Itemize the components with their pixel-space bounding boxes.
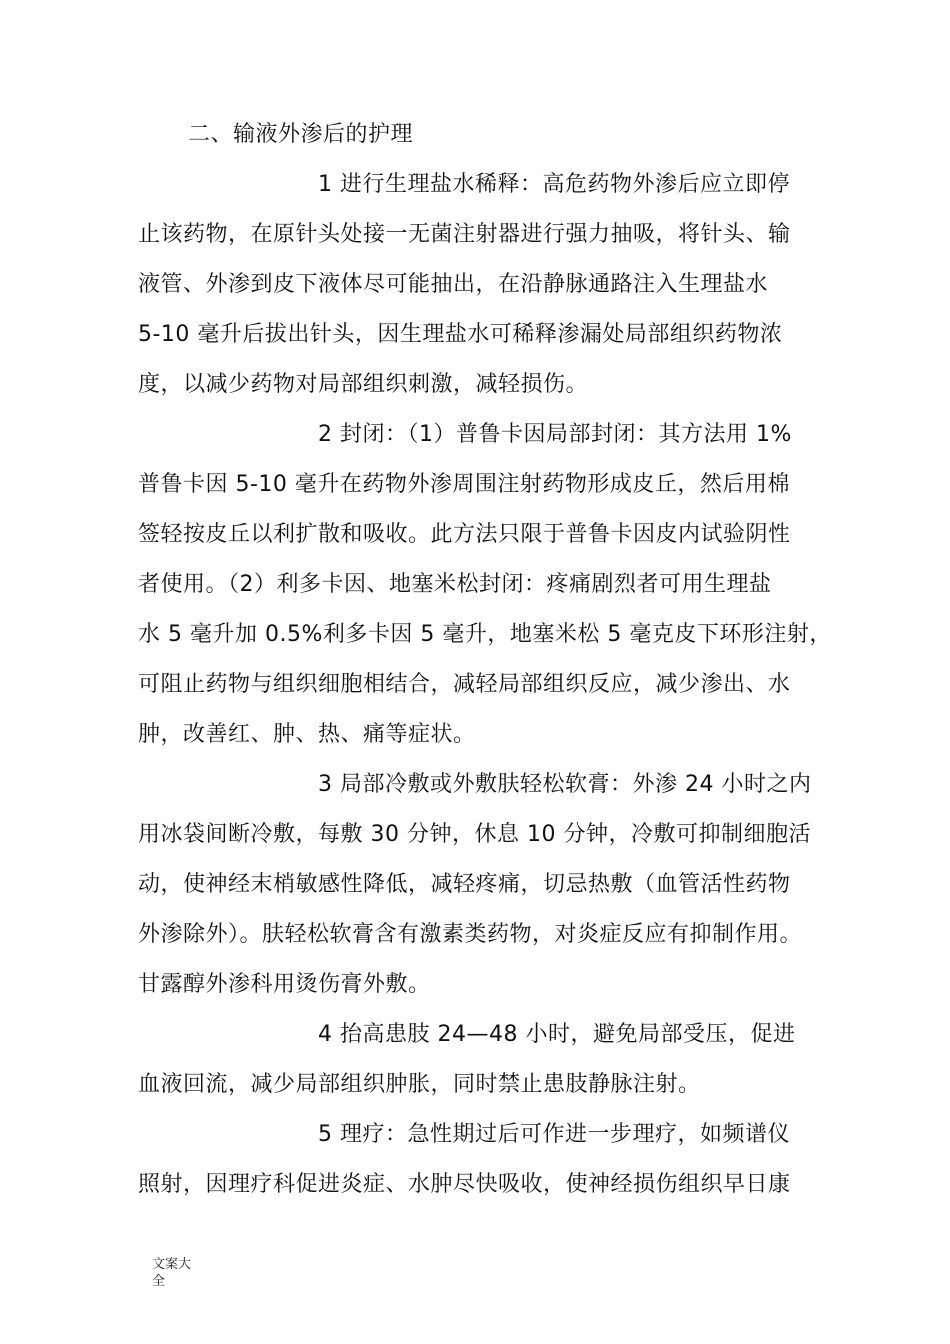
paragraph-line: 者使用。（2）利多卡因、地塞米松封闭：疼痛剧烈者可用生理盐	[138, 572, 772, 597]
paragraph-line: 可阻止药物与组织细胞相结合，减轻局部组织反应，减少渗出、水	[138, 672, 791, 697]
paragraph-line: 5 理疗：急性期过后可作进一步理疗，如频谱仪	[318, 1122, 790, 1147]
paragraph-line: 1 进行生理盐水稀释：高危药物外渗后应立即停	[318, 172, 790, 197]
paragraph-line: 2 封闭：（1）普鲁卡因局部封闭：其方法用 1%	[318, 422, 792, 447]
page-footer: 文案大全	[152, 1257, 192, 1289]
section-heading: 二、输液外渗后的护理	[188, 122, 414, 147]
paragraph-line: 用冰袋间断冷敷，每敷 30 分钟，休息 10 分钟，冷敷可抑制细胞活	[138, 822, 811, 847]
paragraph-line: 普鲁卡因 5-10 毫升在药物外渗周围注射药物形成皮丘，然后用棉	[138, 472, 790, 497]
paragraph-line: 外渗除外）。肤轻松软膏含有激素类药物，对炎症反应有抑制作用。	[138, 922, 803, 947]
paragraph-line: 血液回流，减少局部组织肿胀，同时禁止患肢静脉注射。	[138, 1072, 701, 1097]
paragraph-line: 液管、外渗到皮下液体尽可能抽出，在沿静脉通路注入生理盐水	[138, 272, 769, 297]
paragraph-line: 水 5 毫升加 0.5%利多卡因 5 毫升，地塞米松 5 毫克皮下环形注射，	[138, 622, 832, 647]
paragraph-line: 5-10 毫升后拔出针头，因生理盐水可稀释渗漏处局部组织药物浓	[138, 322, 783, 347]
paragraph-line: 甘露醇外渗科用烫伤膏外敷。	[138, 972, 431, 997]
paragraph-line: 肿，改善红、肿、热、痛等症状。	[138, 722, 476, 747]
paragraph-line: 照射，因理疗科促进炎症、水肿尽快吸收，使神经损伤组织早日康	[138, 1172, 791, 1197]
paragraph-line: 签轻按皮丘以利扩散和吸收。此方法只限于普鲁卡因皮内试验阴性	[138, 522, 791, 547]
paragraph-line: 度，以减少药物对局部组织刺激，减轻损伤。	[138, 372, 589, 397]
paragraph-line: 动，使神经末梢敏感性降低，减轻疼痛，切忌热敷（血管活性药物	[138, 872, 791, 897]
paragraph-line: 止该药物，在原针头处接一无菌注射器进行强力抽吸，将针头、输	[138, 222, 791, 247]
paragraph-line: 4 抬高患肢 24—48 小时，避免局部受压，促进	[318, 1022, 796, 1047]
paragraph-line: 3 局部冷敷或外敷肤轻松软膏：外渗 24 小时之内	[318, 772, 812, 797]
